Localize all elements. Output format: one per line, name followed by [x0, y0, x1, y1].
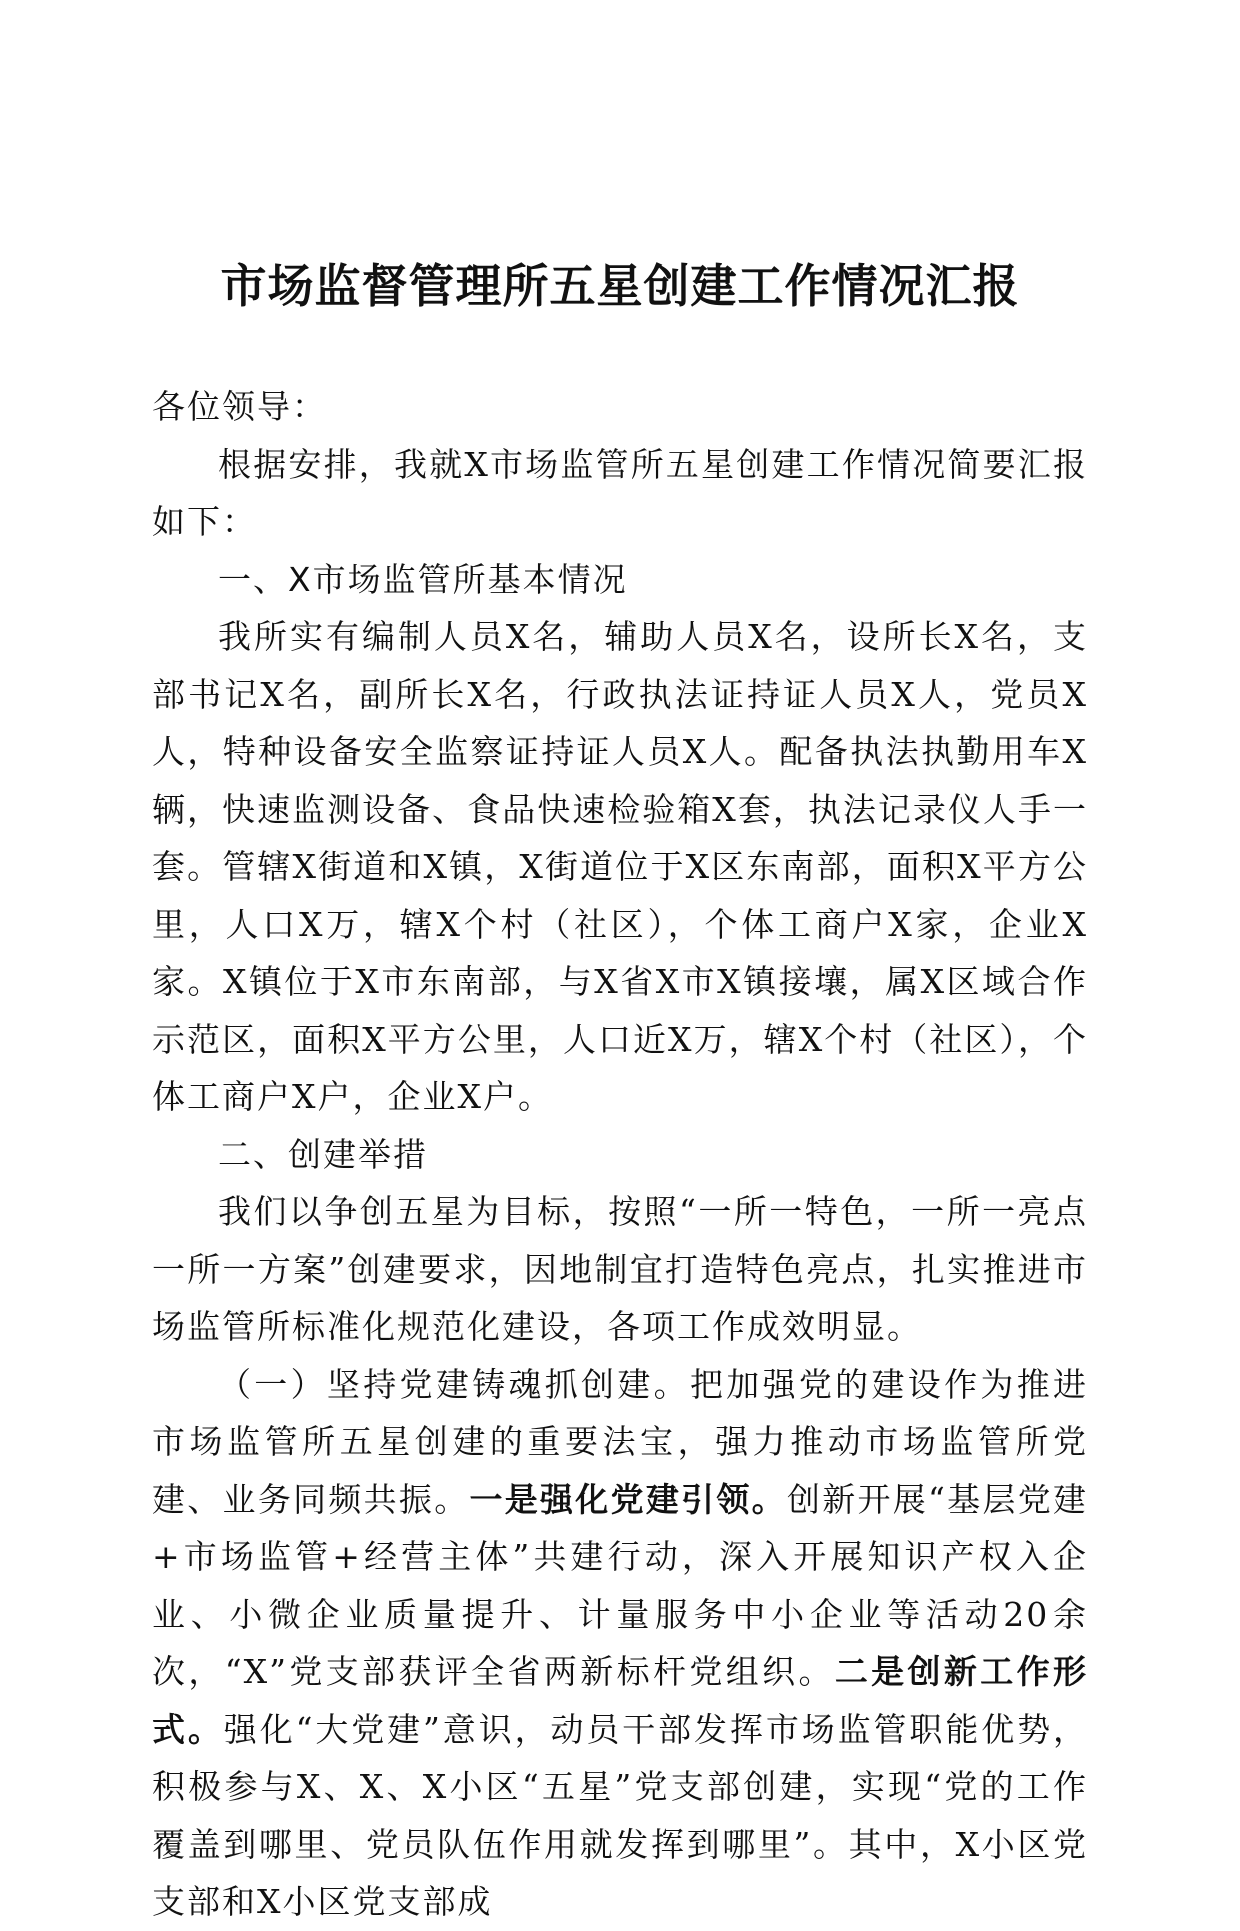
intro-paragraph: 根据安排，我就X市场监管所五星创建工作情况简要汇报如下：: [152, 444, 1088, 541]
subsection-1-text-c: 强化“大党建”意识，动员干部发挥市场监管职能优势，积极参与X、X、X小区“五星”党支部创建，实现“党的工作覆盖到哪里、党员队伍作用就发挥到哪里”。其中，X小区党支部和X小区党支部成: [152, 1709, 1088, 1921]
section-2-paragraph: 我们以争创五星为目标，按照“一所一特色，一所一亮点一所一方案”创建要求，因地制宜打造特色亮点，扎实推进市场监管所标准化规范化建设，各项工作成效明显。: [152, 1192, 1088, 1346]
document-title: 市场监督管理所五星创建工作情况汇报: [220, 259, 1020, 313]
salutation: 各位领导：: [152, 387, 327, 426]
subsection-1-bold-2: 二是创新工作形式。: [152, 1652, 1089, 1749]
document-body: [152, 378, 1088, 1931]
subsection-1-text-b: 创新开展“基层党建+市场监管+经营主体”共建行动，深入开展知识产权入企业、小微企业质量提升、计量服务中小企业等活动20余次，“X”党支部获评全省两新标杆党组织。: [152, 1479, 1089, 1691]
section-heading-2: 二、创建举措: [218, 1134, 428, 1174]
subsection-1-paragraph: [152, 1356, 1088, 1931]
section-1-paragraph: 我所实有编制人员X名，辅助人员X名，设所长X名，支部书记X名，副所长X名，行政执法证持证人员X人，党员X人，特种设备安全监察证持证人员X人。配备执法执勤用车X辆，快速监测设备、食品快速检验箱X套，执法记录仪人手一套。管辖X街道和X镇，X街道位于X区东南部，面积X平方公里，人口X万，辖X个村（社区），个体工商户X家，企业X家。X镇位于X市东南部，与X省X市X镇接壤，属X区域合作示范区，面积X平方公里，人口近X万，辖X个村（社区），个体工商户X户，企业X户。: [152, 617, 1088, 1116]
subsection-1-heading: （一）坚持党建铸魂抓创建。: [218, 1364, 690, 1404]
section-heading-1: 一、X市场监管所基本情况: [218, 559, 628, 599]
subsection-1-text-a: 把加强党的建设作为推进市场监管所五星创建的重要法宝，强力推动市场监管所党建、业务同频共振。: [152, 1364, 1089, 1519]
subsection-1-bold-1: 一是强化党建引领。: [469, 1479, 787, 1519]
